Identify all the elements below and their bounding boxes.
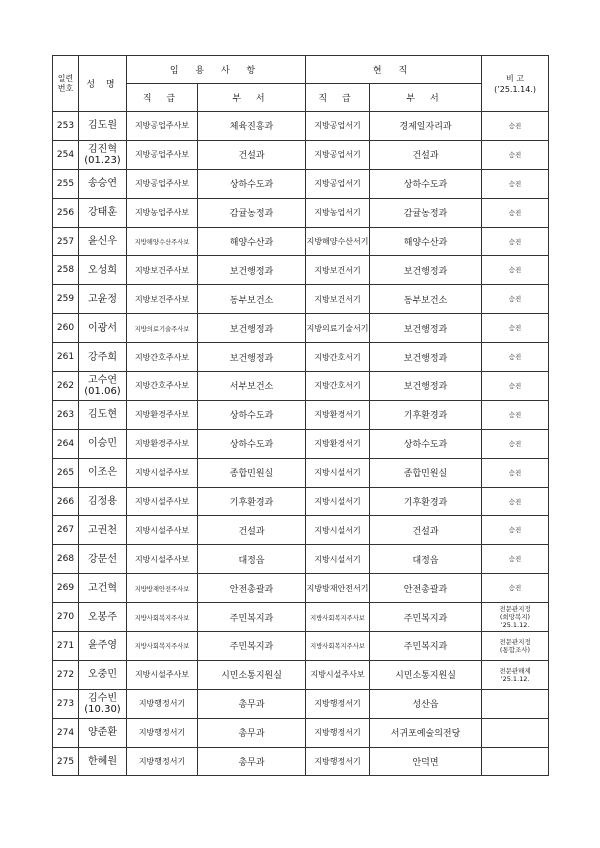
- serial-number-cell: 267: [53, 516, 79, 545]
- person-name: 오중민: [88, 669, 117, 681]
- current-rank-cell: 지방해양수산서기: [306, 227, 370, 256]
- current-rank-cell: 지방시설서기: [306, 545, 370, 574]
- person-name: 고건혁: [88, 582, 117, 594]
- current-dept-cell: 상하수도과: [370, 169, 482, 198]
- person-date: (10.30): [84, 703, 121, 715]
- note-cell: [482, 747, 549, 776]
- serial-number-cell: 257: [53, 227, 79, 256]
- current-rank-cell: 지방시설서기: [306, 487, 370, 516]
- person-name: 한혜원: [88, 756, 117, 768]
- appointment-dept-cell: 총무과: [198, 747, 306, 776]
- name-cell: [79, 285, 127, 314]
- header-note: [482, 56, 549, 112]
- appointment-dept-cell: 주민복지과: [198, 632, 306, 661]
- current-dept-cell: 주민복지과: [370, 603, 482, 632]
- note-cell: 전문관해제 ’25.1.12.: [482, 660, 549, 689]
- header-appointment-dept: 부 서: [198, 84, 306, 112]
- note-cell: 승진: [482, 256, 549, 285]
- current-rank-cell: 지방농업서기: [306, 198, 370, 227]
- serial-number-cell: 256: [53, 198, 79, 227]
- current-rank-cell: 지방의료기술서기: [306, 314, 370, 343]
- table-row: [53, 400, 549, 429]
- appointment-rank-cell: 지방시설주사보: [127, 516, 198, 545]
- current-dept-cell: 대정읍: [370, 545, 482, 574]
- current-dept-cell: 감귤농정과: [370, 198, 482, 227]
- current-rank-cell: 지방공업서기: [306, 169, 370, 198]
- current-dept-cell: 서귀포예술의전당: [370, 718, 482, 747]
- serial-number-cell: 273: [53, 689, 79, 718]
- name-cell: [79, 140, 127, 169]
- table-row: [53, 545, 549, 574]
- table-row: [53, 140, 549, 169]
- appointment-rank-cell: 지방사회복지주사보: [127, 603, 198, 632]
- table-row: [53, 285, 549, 314]
- current-rank-cell: 지방보건서기: [306, 285, 370, 314]
- name-cell: [79, 689, 127, 718]
- serial-number-cell: 262: [53, 372, 79, 401]
- name-cell: [79, 718, 127, 747]
- person-name: 양준환: [88, 727, 117, 739]
- current-rank-cell: 지방방재안전서기: [306, 574, 370, 603]
- appointment-rank-cell: 지방시설주사보: [127, 487, 198, 516]
- table-body: [53, 112, 549, 776]
- name-cell: [79, 429, 127, 458]
- note-cell: 승진: [482, 458, 549, 487]
- appointment-rank-cell: 지방간호주사보: [127, 343, 198, 372]
- table-row: [53, 574, 549, 603]
- note-cell: 승진: [482, 516, 549, 545]
- person-name: 이광서: [88, 322, 117, 334]
- serial-number-cell: 263: [53, 400, 79, 429]
- current-dept-cell: 시민소통지원실: [370, 660, 482, 689]
- appointment-dept-cell: 상하수도과: [198, 400, 306, 429]
- person-date: (01.23): [84, 154, 121, 166]
- person-name: 김수빈: [88, 692, 117, 704]
- current-dept-cell: 동부보건소: [370, 285, 482, 314]
- current-dept-cell: 성산읍: [370, 689, 482, 718]
- serial-number-cell: 266: [53, 487, 79, 516]
- current-rank-cell: 지방시설서기: [306, 516, 370, 545]
- current-dept-cell: 보건행정과: [370, 343, 482, 372]
- header-note-label: 비 고: [506, 73, 525, 83]
- note-cell: 승진: [482, 198, 549, 227]
- name-cell: [79, 372, 127, 401]
- header-current-rank: 직 급: [306, 84, 370, 112]
- current-rank-cell: 지방행정서기: [306, 689, 370, 718]
- current-rank-cell: 지방시설주사보: [306, 660, 370, 689]
- note-cell: 승진: [482, 429, 549, 458]
- appointment-rank-cell: 지방방재안전주사보: [127, 574, 198, 603]
- person-name: 김도원: [88, 120, 117, 132]
- appointment-rank-cell: 지방공업주사보: [127, 140, 198, 169]
- appointment-rank-cell: 지방보건주사보: [127, 285, 198, 314]
- serial-number-cell: 275: [53, 747, 79, 776]
- person-name: 김도현: [88, 409, 117, 421]
- current-rank-cell: 지방시설서기: [306, 458, 370, 487]
- appointment-rank-cell: 지방의료기술주사보: [127, 314, 198, 343]
- table-row: [53, 603, 549, 632]
- current-rank-cell: 지방사회복지주사보: [306, 632, 370, 661]
- current-dept-cell: 종합민원실: [370, 458, 482, 487]
- appointment-rank-cell: 지방행정서기: [127, 718, 198, 747]
- appointment-rank-cell: 지방행정서기: [127, 689, 198, 718]
- serial-number-cell: 255: [53, 169, 79, 198]
- appointment-dept-cell: 상하수도과: [198, 169, 306, 198]
- name-cell: [79, 256, 127, 285]
- person-name: 고수연: [88, 374, 117, 386]
- current-rank-cell: 지방간호서기: [306, 343, 370, 372]
- current-rank-cell: 지방공업서기: [306, 140, 370, 169]
- current-dept-cell: 상하수도과: [370, 429, 482, 458]
- current-dept-cell: 주민복지과: [370, 632, 482, 661]
- name-cell: [79, 574, 127, 603]
- note-cell: 승진: [482, 140, 549, 169]
- table-row: [53, 198, 549, 227]
- note-cell: [482, 718, 549, 747]
- serial-number-cell: 269: [53, 574, 79, 603]
- note-cell: 승진: [482, 372, 549, 401]
- person-name: 윤주영: [88, 640, 117, 652]
- name-cell: [79, 343, 127, 372]
- serial-number-cell: 265: [53, 458, 79, 487]
- note-cell: [482, 689, 549, 718]
- appointment-dept-cell: 건설과: [198, 140, 306, 169]
- current-rank-cell: 지방공업서기: [306, 112, 370, 141]
- header-name: 성 명: [79, 56, 127, 112]
- person-name: 고윤정: [88, 293, 117, 305]
- serial-number-cell: 274: [53, 718, 79, 747]
- person-name: 강문선: [88, 553, 117, 565]
- serial-number-cell: 259: [53, 285, 79, 314]
- serial-number-cell: 261: [53, 343, 79, 372]
- appointment-rank-cell: 지방시설주사보: [127, 545, 198, 574]
- appointment-dept-cell: 보건행정과: [198, 256, 306, 285]
- appointment-dept-cell: 기후환경과: [198, 487, 306, 516]
- current-rank-cell: 지방행정서기: [306, 718, 370, 747]
- appointment-rank-cell: 지방농업주사보: [127, 198, 198, 227]
- note-cell: 승진: [482, 343, 549, 372]
- name-cell: [79, 632, 127, 661]
- header-serial-number: 일련 번호: [53, 56, 79, 112]
- serial-number-cell: 258: [53, 256, 79, 285]
- table-row: [53, 747, 549, 776]
- appointment-dept-cell: 동부보건소: [198, 285, 306, 314]
- appointment-rank-cell: 지방시설주사보: [127, 458, 198, 487]
- appointment-dept-cell: 상하수도과: [198, 429, 306, 458]
- serial-number-cell: 253: [53, 112, 79, 141]
- current-rank-cell: 지방환경서기: [306, 429, 370, 458]
- note-cell: 승진: [482, 314, 549, 343]
- appointment-rank-cell: 지방공업주사보: [127, 112, 198, 141]
- name-cell: [79, 545, 127, 574]
- current-dept-cell: 기후환경과: [370, 487, 482, 516]
- note-cell: 승진: [482, 400, 549, 429]
- header-note-date: (’25.1.14.): [494, 84, 536, 94]
- table-row: [53, 372, 549, 401]
- header-current-position: 현 직: [306, 56, 482, 84]
- name-cell: [79, 169, 127, 198]
- table-row: [53, 343, 549, 372]
- person-name: 김정용: [88, 496, 117, 508]
- appointment-dept-cell: 감귤농정과: [198, 198, 306, 227]
- note-cell: 전문관지정 (통합조사): [482, 632, 549, 661]
- serial-number-cell: 270: [53, 603, 79, 632]
- appointment-rank-cell: 지방환경주사보: [127, 400, 198, 429]
- current-rank-cell: 지방환경서기: [306, 400, 370, 429]
- table-row: [53, 169, 549, 198]
- serial-number-cell: 264: [53, 429, 79, 458]
- name-cell: [79, 112, 127, 141]
- person-date: (01.06): [84, 385, 121, 397]
- serial-number-cell: 254: [53, 140, 79, 169]
- appointment-rank-cell: 지방해양수산주사보: [127, 227, 198, 256]
- name-cell: [79, 603, 127, 632]
- current-dept-cell: 경제일자리과: [370, 112, 482, 141]
- note-cell: 승진: [482, 545, 549, 574]
- appointment-dept-cell: 안전총괄과: [198, 574, 306, 603]
- name-cell: [79, 660, 127, 689]
- appointment-rank-cell: 지방간호주사보: [127, 372, 198, 401]
- appointment-dept-cell: 주민복지과: [198, 603, 306, 632]
- current-dept-cell: 보건행정과: [370, 372, 482, 401]
- name-cell: [79, 198, 127, 227]
- appointment-dept-cell: 체육진흥과: [198, 112, 306, 141]
- note-cell: 승진: [482, 112, 549, 141]
- name-cell: [79, 458, 127, 487]
- appointment-dept-cell: 시민소통지원실: [198, 660, 306, 689]
- person-name: 강태훈: [88, 207, 117, 219]
- current-rank-cell: 지방보건서기: [306, 256, 370, 285]
- table-row: [53, 429, 549, 458]
- appointment-rank-cell: 지방환경주사보: [127, 429, 198, 458]
- header-current-dept: 부 서: [370, 84, 482, 112]
- serial-number-cell: 268: [53, 545, 79, 574]
- current-dept-cell: 보건행정과: [370, 314, 482, 343]
- name-cell: [79, 227, 127, 256]
- serial-number-cell: 272: [53, 660, 79, 689]
- person-name: 이조은: [88, 467, 117, 479]
- current-rank-cell: 지방사회복지주사보: [306, 603, 370, 632]
- appointment-rank-cell: 지방사회복지주사보: [127, 632, 198, 661]
- table-row: [53, 458, 549, 487]
- serial-number-cell: 271: [53, 632, 79, 661]
- appointment-dept-cell: 대정읍: [198, 545, 306, 574]
- appointment-rank-cell: 지방행정서기: [127, 747, 198, 776]
- appointment-dept-cell: 총무과: [198, 718, 306, 747]
- current-rank-cell: 지방간호서기: [306, 372, 370, 401]
- table-row: [53, 516, 549, 545]
- current-dept-cell: 기후환경과: [370, 400, 482, 429]
- person-name: 이승민: [88, 438, 117, 450]
- person-name: 윤신우: [88, 236, 117, 247]
- appointment-rank-cell: 지방공업주사보: [127, 169, 198, 198]
- person-name: 강주희: [88, 351, 117, 363]
- table-row: [53, 718, 549, 747]
- header-appointment-rank: 직 급: [127, 84, 198, 112]
- name-cell: [79, 487, 127, 516]
- current-dept-cell: 해양수산과: [370, 227, 482, 256]
- table-row: [53, 227, 549, 256]
- appointment-table: [52, 55, 549, 776]
- table-row: [53, 112, 549, 141]
- person-name: 김진혁: [88, 143, 117, 155]
- table-row: [53, 632, 549, 661]
- appointment-dept-cell: 해양수산과: [198, 227, 306, 256]
- name-cell: [79, 314, 127, 343]
- name-cell: [79, 516, 127, 545]
- serial-number-cell: 260: [53, 314, 79, 343]
- appointment-dept-cell: 총무과: [198, 689, 306, 718]
- person-name: 송승연: [88, 178, 117, 190]
- note-cell: 승진: [482, 574, 549, 603]
- note-cell: 승진: [482, 227, 549, 256]
- name-cell: [79, 400, 127, 429]
- person-name: 오봉주: [88, 611, 117, 623]
- person-name: 고권천: [88, 524, 117, 536]
- note-cell: 승진: [482, 169, 549, 198]
- table-row: [53, 314, 549, 343]
- current-dept-cell: 안덕면: [370, 747, 482, 776]
- appointment-dept-cell: 서부보건소: [198, 372, 306, 401]
- current-dept-cell: 안전총괄과: [370, 574, 482, 603]
- header-appointment: 임 용 사 항: [127, 56, 306, 84]
- note-cell: 승진: [482, 285, 549, 314]
- name-cell: [79, 747, 127, 776]
- appointment-rank-cell: 지방시설주사보: [127, 660, 198, 689]
- appointment-dept-cell: 보건행정과: [198, 343, 306, 372]
- appointment-dept-cell: 종합민원실: [198, 458, 306, 487]
- table-row: [53, 256, 549, 285]
- note-cell: 전문관지정 (희망복지) ’25.1.12.: [482, 603, 549, 632]
- table-row: [53, 660, 549, 689]
- appointment-rank-cell: 지방보건주사보: [127, 256, 198, 285]
- person-name: 오성희: [88, 264, 117, 276]
- appointment-dept-cell: 보건행정과: [198, 314, 306, 343]
- table-row: [53, 689, 549, 718]
- current-dept-cell: 건설과: [370, 516, 482, 545]
- table-row: [53, 487, 549, 516]
- appointment-dept-cell: 건설과: [198, 516, 306, 545]
- note-cell: 승진: [482, 487, 549, 516]
- current-rank-cell: 지방행정서기: [306, 747, 370, 776]
- current-dept-cell: 보건행정과: [370, 256, 482, 285]
- current-dept-cell: 건설과: [370, 140, 482, 169]
